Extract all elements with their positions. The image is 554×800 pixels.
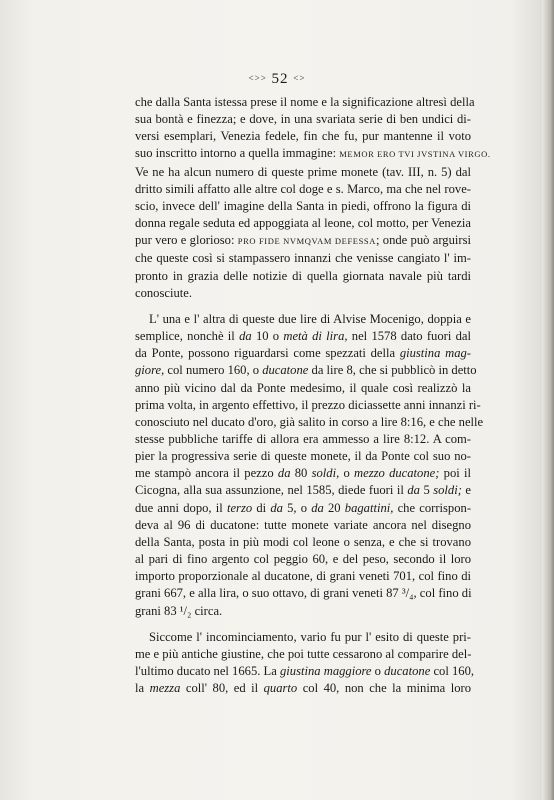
body-text [135, 94, 491, 697]
italic-text: da [311, 500, 324, 515]
text-line [135, 482, 471, 499]
italic-text: da [239, 329, 252, 344]
text-run: col 40, non che la minima loro [297, 681, 471, 696]
text-line [135, 268, 471, 285]
text-line [135, 551, 471, 568]
italic-text: ducatone [262, 363, 309, 378]
text-line [135, 534, 471, 551]
text-run: o [339, 466, 355, 481]
page-edge-shadow [542, 0, 554, 800]
small-caps-text: MEMOR ERO TVI JVSTINA VIRGO. [339, 149, 491, 160]
text-line [135, 215, 471, 232]
text-run: poi il [439, 466, 472, 481]
text-run: stesse pubbliche tariffe di allora era ammesso a lire 8:12. A com- [135, 431, 471, 446]
text-line [135, 181, 471, 198]
text-run: conosciuto nel ducato d'oro, già salito in corso a lire 8:16, e che nelle [135, 414, 484, 429]
page-number: 52 [271, 71, 289, 87]
italic-text: terzo [226, 500, 253, 515]
text-line [135, 94, 475, 111]
text-run: donna regale seduta ed appoggiata al leone, col motto, per Venezia [135, 216, 471, 231]
text-run: pier la progressiva serie di queste monete, il da Ponte col suo no- [135, 449, 471, 464]
text-run: da Ponte, possono riguardarsi come spezzati della [135, 346, 400, 361]
italic-text: da [277, 466, 291, 481]
text-line [135, 328, 471, 345]
text-run: me stampò ancora il pezzo [135, 466, 278, 481]
text-run: Cicogna, alla sua assunzione, nel 1585, diede fuori il [135, 483, 408, 498]
italic-text: giustina maggiore [279, 664, 372, 678]
text-run: L' una e l' altra di queste due lire di Alvise Mocenigo, doppia e [149, 311, 471, 326]
text-run: e [461, 483, 471, 498]
text-run: col numero 160, o [164, 363, 263, 378]
page-header [0, 71, 554, 88]
text-run: al pari di fino argento col peggio 60, e del peso, secondo il loro [135, 552, 471, 567]
italic-text: mezzo ducatone; [354, 466, 440, 481]
text-line [135, 380, 471, 397]
text-run: scio, invece dell' imagine della Santa in piedi, offrono la figura di [135, 198, 471, 213]
text-line [135, 311, 471, 328]
text-run: me e più antiche giustine, che poi tutte cessarono al comparire del- [135, 646, 472, 661]
italic-text: bagattini, [344, 500, 394, 515]
text-run: Ve ne ha alcun numero di queste prime monete (tav. III, n. 5) dal [135, 164, 471, 179]
italic-text: mezza [149, 681, 181, 696]
text-line [135, 232, 471, 250]
text-run: col 160, [430, 664, 475, 678]
small-caps-text: PRO FIDE NVMQVAM DEFESSA [237, 236, 376, 247]
text-run: pronto in grazia delle notizie di quella giornata navale più tardi [135, 268, 471, 283]
text-line [135, 448, 471, 465]
text-line [135, 111, 471, 128]
text-run: versi esemplari, Venezia fedele, fin che fu, pur mantenne il voto [135, 129, 471, 144]
text-line [135, 345, 471, 362]
text-run: che dalla Santa istessa prese il nome e la significazione altresì della [135, 95, 475, 109]
text-line [135, 585, 471, 602]
text-run: suo inscritto intorno a quella immagine: [135, 146, 340, 161]
text-run: grani 667, e alla lira, o suo ottavo, di grani veneti 87 ³/₄, col fino di [135, 586, 472, 601]
text-run: da lire 8, che si pubblicò in detto [308, 363, 477, 378]
text-line [135, 164, 471, 181]
text-run: coll' 80, ed il [180, 681, 264, 696]
text-run: prima volta, in argento effettivo, il prezzo diciassette anni innanzi ri- [135, 397, 481, 412]
text-run: sua bontà e finezza; e dove, in una svariata serie di ben undici di- [135, 112, 471, 127]
italic-text: ducatone [384, 664, 431, 678]
text-line [135, 397, 481, 414]
text-line [135, 646, 471, 663]
text-run: della Santa, posta in più modi col leone o senza, e che si trovano [135, 534, 471, 549]
italic-text: soldi; [433, 483, 462, 498]
text-run: nel 1578 dato fuori dal [347, 329, 471, 344]
text-run: 10 o [251, 329, 284, 344]
text-run: deva al 96 di ducatone: tutte monete variate ancora nel disegno [135, 517, 471, 532]
text-run: semplice, nonchè il [135, 329, 240, 344]
text-line [135, 568, 471, 585]
text-line [135, 198, 471, 215]
text-line [135, 629, 471, 646]
text-run: pur vero e glorioso: [135, 233, 238, 248]
text-line [135, 663, 475, 680]
italic-text: da [407, 483, 420, 498]
text-run: che queste così si stampassero innanzi che venisse cangiato l' im- [135, 251, 471, 266]
text-line [135, 145, 491, 163]
text-run: 5, o [282, 500, 312, 515]
text-line [135, 431, 471, 448]
text-run: l'ultimo ducato nel 1665. La [135, 664, 280, 678]
text-line [135, 250, 471, 267]
text-line [135, 362, 477, 379]
text-run: conosciute. [135, 285, 193, 300]
italic-text: da [270, 500, 283, 515]
text-run: anno più vicino dal da Ponte medesimo, il quale così realizzò la [135, 380, 471, 395]
text-line [135, 465, 471, 482]
text-run: che corrispon- [393, 500, 472, 515]
text-line [135, 128, 471, 145]
text-run: importo proporzionale al ducatone, di grani veneti 701, col fino di [135, 569, 471, 584]
paragraph-gap [135, 302, 471, 311]
text-line [135, 414, 484, 431]
text-run: due anni dopo, il [135, 500, 227, 515]
text-line [135, 517, 471, 534]
text-run: di [252, 500, 271, 515]
text-run: 20 [323, 500, 345, 515]
text-run: o [371, 664, 385, 678]
text-run: grani 83 ¹/₂ circa. [135, 603, 223, 618]
text-run: 5 [419, 483, 434, 498]
text-line [135, 680, 471, 697]
italic-text: giustina mag- [399, 346, 471, 361]
header-ornament-left: <>> [248, 73, 267, 83]
text-run: 80 [290, 466, 312, 481]
italic-text: metà di lira, [283, 329, 348, 344]
italic-text: giore, [135, 363, 165, 378]
text-run: dritto simili affatto alle altre col doge e s. Marco, ma che nel rove- [135, 181, 471, 196]
text-run: Siccome l' incominciamento, vario fu pur l' esito di queste pri- [149, 629, 471, 644]
text-run: la [135, 681, 150, 696]
text-line [135, 285, 471, 302]
text-line [135, 500, 471, 517]
text-line [135, 603, 471, 620]
italic-text: quarto [263, 681, 298, 696]
italic-text: soldi, [311, 466, 340, 481]
paragraph-gap [135, 620, 471, 629]
text-run: ; onde può arguirsi [375, 233, 471, 248]
header-ornament-right: <> [293, 73, 306, 83]
